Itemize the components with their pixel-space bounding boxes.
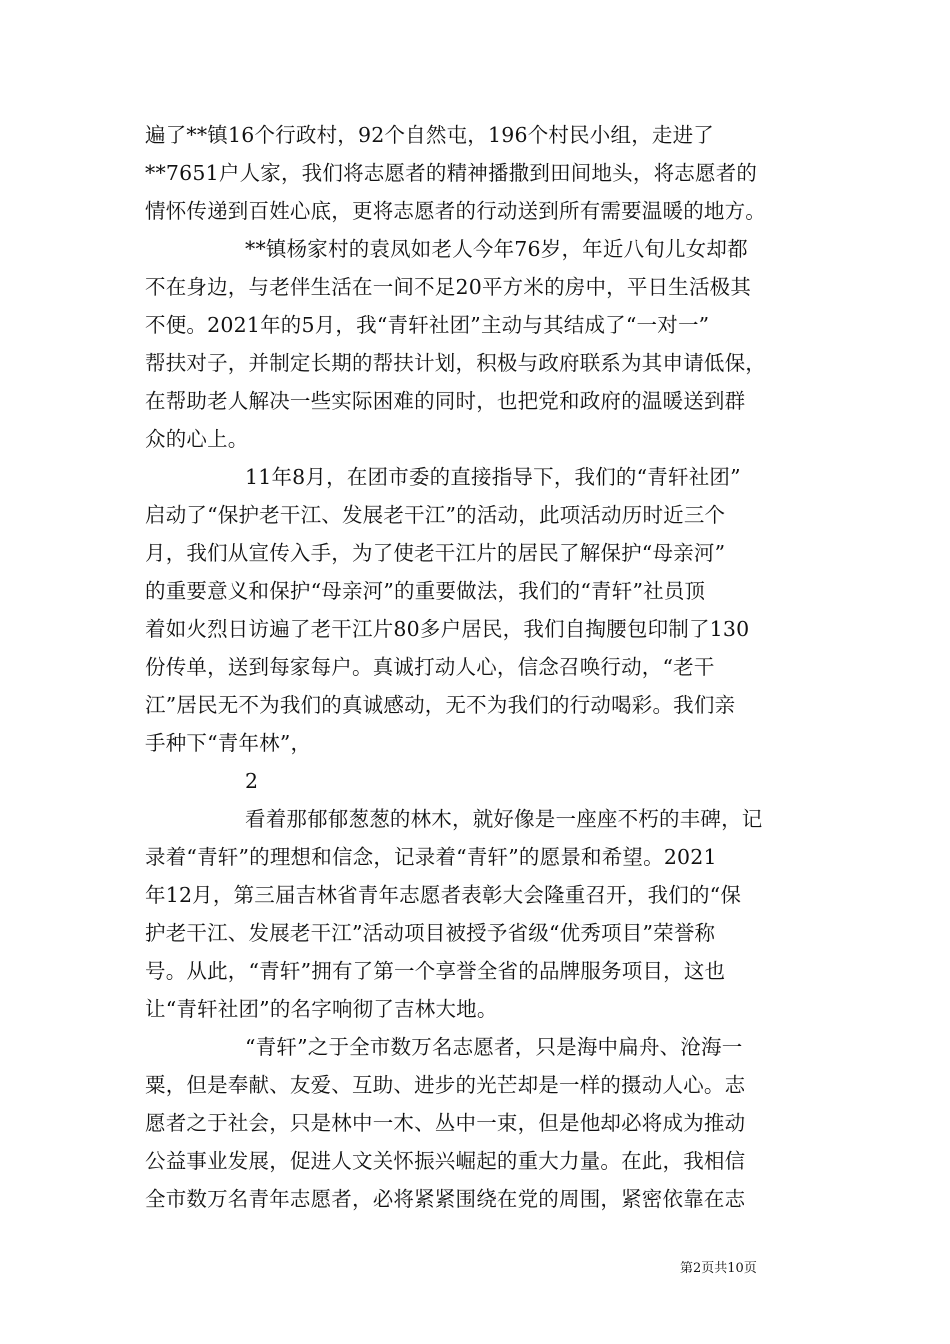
paragraph-3-line-7: 江”居民无不为我们的真诚感动，无不为我们的行动喝彩。我们亲 <box>145 693 736 717</box>
paragraph-1-line-1: 遍了**镇16个行政村，92个自然屯，196个村民小组，走进了 <box>145 123 714 147</box>
paragraph-4-line-5: 号。从此，“青轩”拥有了第一个享誉全省的品牌服务项目，这也 <box>145 959 726 983</box>
page-footer-label: 第2页共10页 <box>680 1261 757 1276</box>
paragraph-3-line-6: 份传单，送到每家每户。真诚打动人心，信念召唤行动，“老干 <box>145 655 715 679</box>
paragraph-4-line-4: 护老干江、发展老干江”活动项目被授予省级“优秀项目”荣誉称 <box>145 921 716 945</box>
paragraph-2-line-4: 帮扶对子，并制定长期的帮扶计划，积极与政府联系为其申请低保， <box>145 351 766 375</box>
paragraph-4-line-1: 看着那郁郁葱葱的林木，就好像是一座座不朽的丰碑，记 <box>245 807 763 831</box>
paragraph-3-line-4: 的重要意义和保护“母亲河”的重要做法，我们的“青轩”社员顶 <box>145 579 706 603</box>
paragraph-3-line-1: 11年8月，在团市委的直接指导下，我们的“青轩社团” <box>245 465 741 489</box>
paragraph-5-line-3: 愿者之于社会，只是林中一木、丛中一束，但是他却必将成为推动 <box>145 1111 746 1135</box>
paragraph-5-line-5: 全市数万名青年志愿者，必将紧紧围绕在党的周围，紧密依靠在志 <box>145 1187 746 1211</box>
paragraph-2-line-6: 众的心上。 <box>145 427 249 451</box>
paragraph-2-line-1: **镇杨家村的袁凤如老人今年76岁，年近八旬儿女却都 <box>245 237 748 261</box>
paragraph-3-line-3: 月，我们从宣传入手，为了使老干江片的居民了解保护“母亲河” <box>145 541 726 565</box>
paragraph-2-line-3: 不便。2021年的5月，我“青轩社团”主动与其结成了“一对一” <box>145 313 710 337</box>
paragraph-5-line-1: “青轩”之于全市数万名志愿者，只是海中扁舟、沧海一 <box>245 1035 743 1059</box>
paragraph-3-line-8: 手种下“青年林”， <box>145 731 312 755</box>
paragraph-3-line-2: 启动了“保护老干江、发展老干江”的活动，此项活动历时近三个 <box>145 503 726 527</box>
paragraph-5-line-2: 粟，但是奉献、友爱、互助、进步的光芒却是一样的摄动人心。志 <box>145 1073 746 1097</box>
paragraph-5-line-4: 公益事业发展，促进人文关怀振兴崛起的重大力量。在此，我相信 <box>145 1149 746 1173</box>
paragraph-2-line-5: 在帮助老人解决一些实际困难的同时，也把党和政府的温暖送到群 <box>145 389 746 413</box>
paragraph-4-line-6: 让“青轩社团”的名字响彻了吉林大地。 <box>145 997 498 1021</box>
paragraph-3-line-5: 着如火烈日访遍了老干江片80多户居民，我们自掏腰包印制了130 <box>145 617 750 641</box>
paragraph-2-line-2: 不在身边，与老伴生活在一间不足20平方米的房中，平日生活极其 <box>145 275 752 299</box>
paragraph-1-line-2: **7651户人家，我们将志愿者的精神播撒到田间地头，将志愿者的 <box>145 161 758 185</box>
paragraph-4-line-3: 年12月，第三届吉林省青年志愿者表彰大会隆重召开，我们的“保 <box>145 883 742 907</box>
paragraph-4-line-2: 录着“青轩”的理想和信念，记录着“青轩”的愿景和希望。2021 <box>145 845 717 869</box>
paragraph-1-line-3: 情怀传递到百姓心底，更将志愿者的行动送到所有需要温暖的地方。 <box>145 199 766 223</box>
inline-page-number: 2 <box>245 769 259 793</box>
